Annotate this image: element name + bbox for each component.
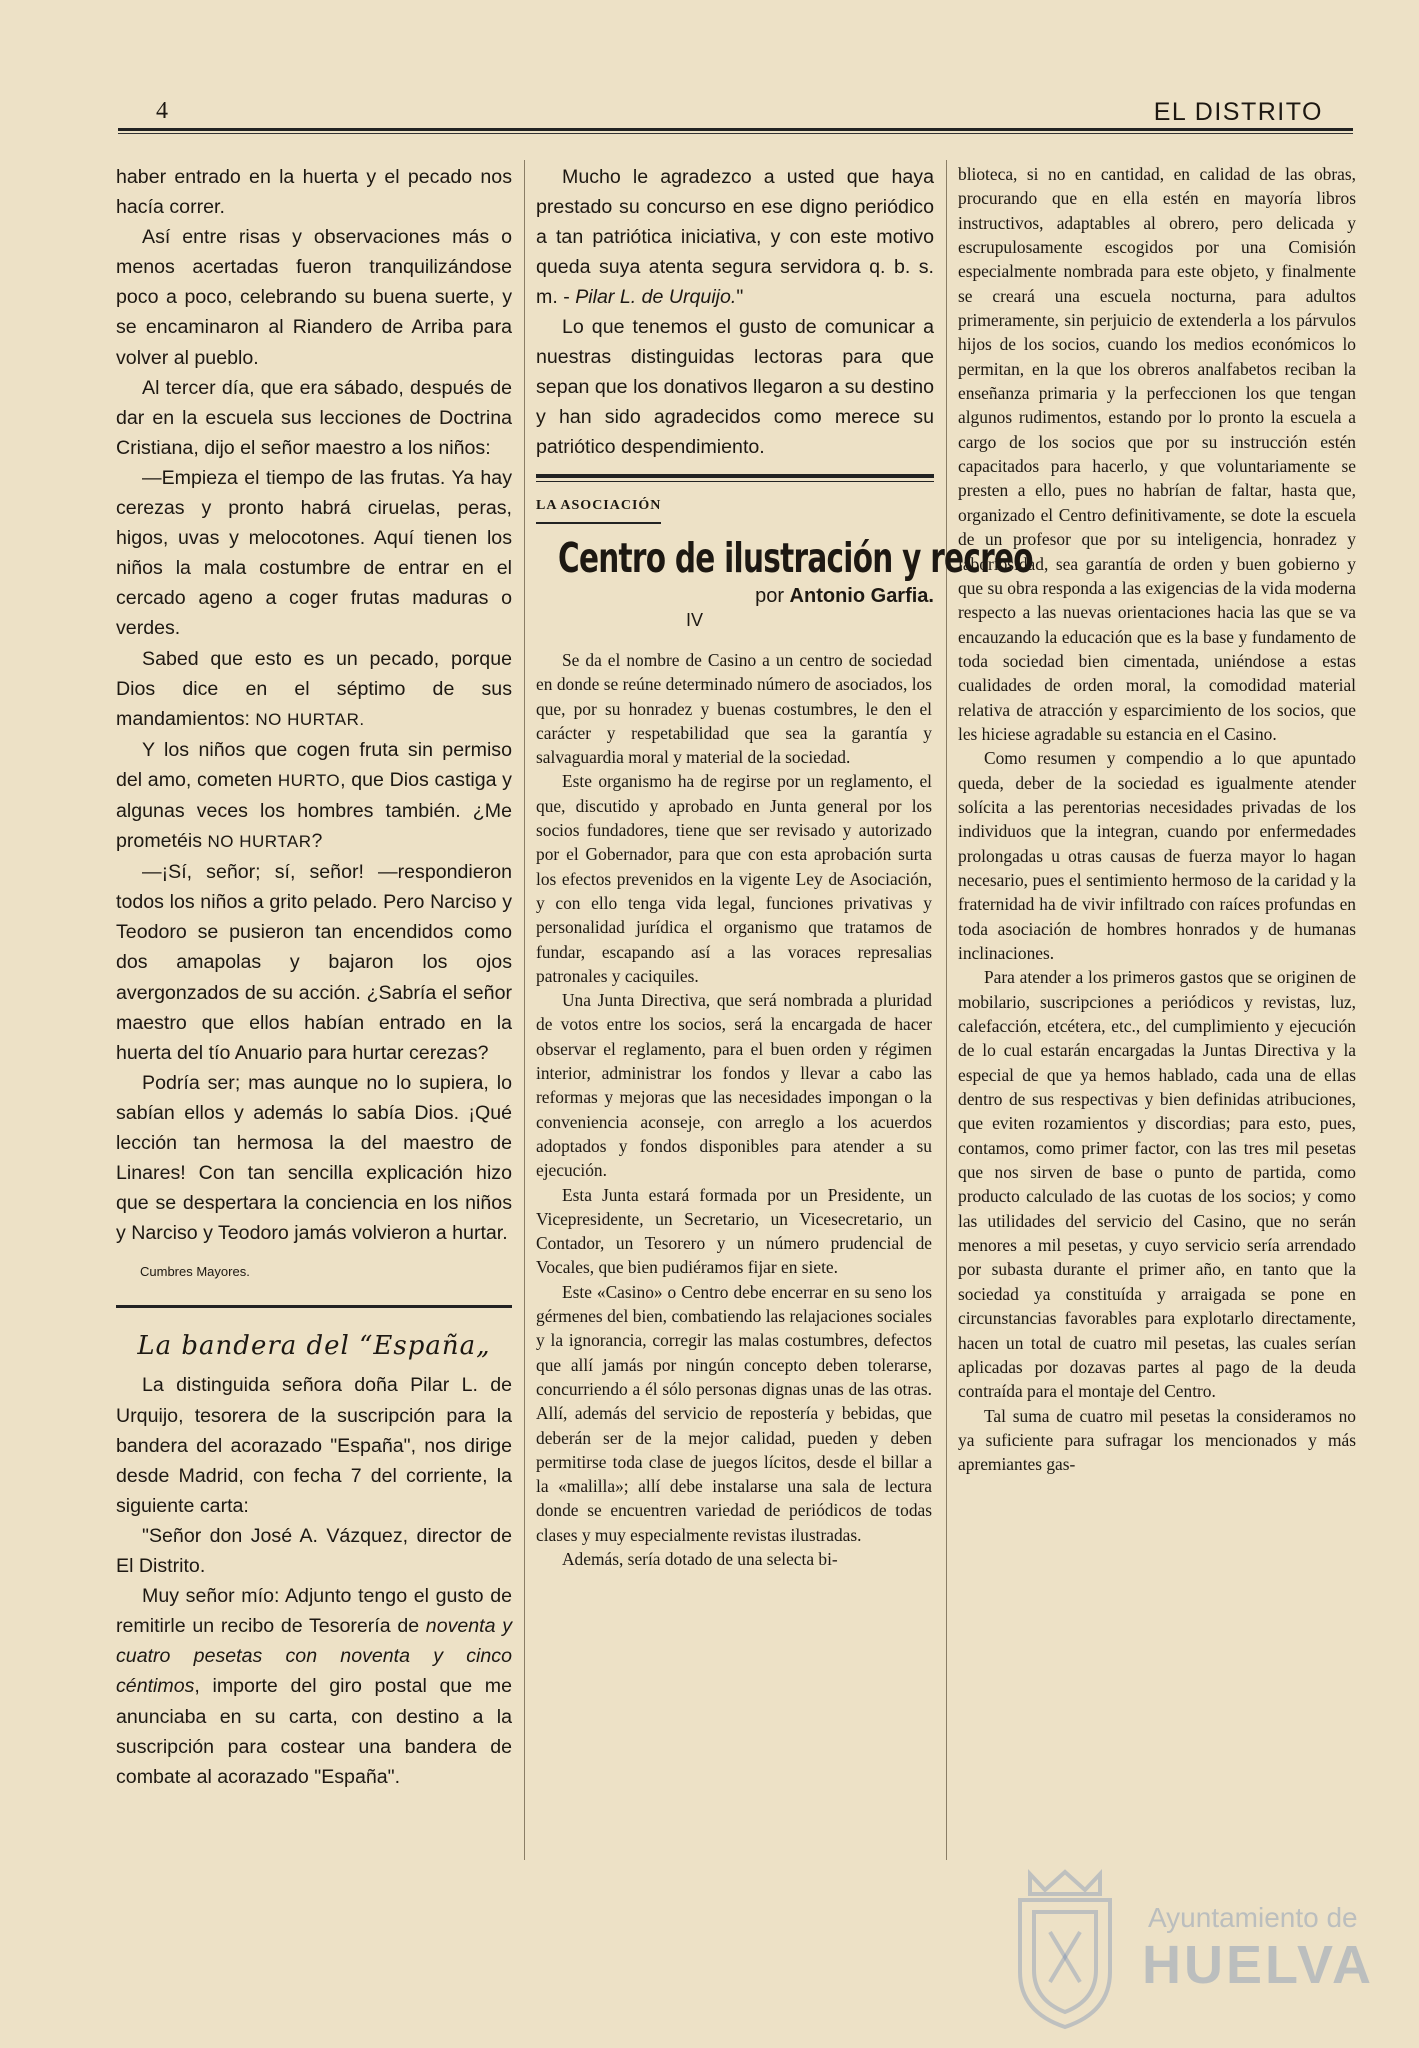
article-title: Centro de ilustración y recreo xyxy=(558,534,1033,582)
watermark-line2: HUELVA xyxy=(1142,1935,1374,1995)
paragraph: Este organismo ha de regirse por un reglamento, el que, discutido y aprobado en Junta general por los socios fundadores, tiene que ser revisado y autorizado por el Gobernador, para que con esta aprobación surta los efectos prevenidos en la vigente Ley de Asociación, y con ello tenga vida legal, funciones privativas y personalidad jurídica el organismo que tratamos de fundar, escapando así a las voraces represalias patronales y caciquiles. xyxy=(536,771,932,986)
section-rule-thin xyxy=(536,481,934,482)
paragraph: —Empieza el tiempo de las frutas. Ya hay cerezas y pronto habrá ciruelas, peras, higos, uvas y melocotones. Aquí tienen los niños la mala costumbre de entrar en el cercado ageno a coger frutas maduras o verdes. xyxy=(116,466,512,640)
column-2-top xyxy=(536,162,1033,644)
watermark-line1: Ayuntamiento de xyxy=(1148,1902,1358,1933)
paragraph: Muy señor mío: Adjunto tengo el gusto de remitirle un recibo de Tesorería de noventa y cuatro pesetas con noventa y cinco céntimos, importe del giro postal que me anunciaba en su carta, con destino a la suscripción para costear una bandera de combate al acorazado "España". xyxy=(116,1585,512,1788)
paragraph: La distinguida señora doña Pilar L. de Urquijo, tesorera de la suscripción para la bandera del acorazado "España", nos dirige desde Madrid, con fecha 7 del corriente, la siguiente carta: xyxy=(116,1374,512,1517)
column-1 xyxy=(116,162,512,1792)
article-credit: Cumbres Mayores. xyxy=(140,1264,250,1280)
paragraph: Para atender a los primeros gastos que se originen de mobilario, suscripciones a periódicos y revistas, luz, calefacción, etcétera, etc., del cumplimiento y ejecución de lo cual estarán encargadas la Juntas Directiva y la especial de que ya hemos hablado, cada una de ellas dentro de sus respectivas y bien definidas atribuciones, que eviten rozamientos y discordias; para esto, pues, contamos, como primer factor, con las tres mil pesetas que nos sirven de base o punto de partida, como producto calculado de las cuotas de los socios; y como las utilidades del servicio del Casino, que no serán menores a mil pesetas, y cuyo servicio sería arrendado por subasta durante el primer año, en tanto que la sociedad ya constituída y arraigada se pone en circunstancias favorables para explotarlo directamente, hacen un total de cuatro mil pesetas, las cuales serían aplicadas por dozavas partes al pago de la deuda contraída para el montaje del Centro. xyxy=(958,967,1356,1402)
paragraph: Además, sería dotado de una selecta bi- xyxy=(562,1548,838,1569)
section-rule xyxy=(116,1305,512,1308)
paragraph: Sabed que esto es un pecado, porque Dios dice en el séptimo de sus mandamientos: NO HURTAR. xyxy=(116,647,512,730)
column-divider xyxy=(946,160,947,1860)
page-header xyxy=(118,98,1353,132)
masthead: EL DISTRITO xyxy=(1153,98,1323,126)
header-rule xyxy=(118,128,1353,131)
paragraph: Tal suma de cuatro mil pesetas la consideramos no ya suficiente para sufragar los mencionados y más apremiantes gas- xyxy=(958,1405,1356,1475)
section-tag: LA ASOCIACIÓN xyxy=(536,491,661,524)
chapter-number: IV xyxy=(686,610,704,630)
archive-watermark xyxy=(1000,1862,1374,2032)
letter-salutation: "Señor don José A. Vázquez, director de El Distrito. xyxy=(116,1524,512,1578)
section-tag-wrap xyxy=(536,488,934,524)
section-rule xyxy=(536,474,934,478)
bandera-title: La bandera del “España„ xyxy=(137,1331,491,1362)
paragraph: Así entre risas y observaciones más o menos acertadas fueron tranquilizándose poco a poco, celebrando su buena suerte, y se encaminaron al Riandero de Arriba para volver al pueblo. xyxy=(116,226,512,369)
page-number: 4 xyxy=(156,98,168,124)
column-3 xyxy=(958,162,1356,1477)
author: Antonio Garfia. xyxy=(789,585,934,607)
paragraph: Esta Junta estará formada por un Presidente, un Vicepresidente, un Secretario, un Vicesecretario, un Contador, un Tesorero y un número prudencial de Vocales, que bien pudiéramos fijar en siete. xyxy=(536,1184,932,1278)
byline: por Antonio Garfia. xyxy=(755,585,934,607)
paragraph: Este «Casino» o Centro debe encerrar en su seno los gérmenes del bien, combatiendo las relajaciones sociales y la ignorancia, corregir las malas costumbres, defectos que allí jamás por ningún concepto deben tolerarse, concurriendo a él sólo personas dignas unas de las otras. Allí, además del servicio de repostería y bebidas, que deberán ser de la mejor calidad, pueden y deben permitirse toda clase de juegos lícitos, desde el billar a la «malilla»; allí debe instalarse una sala de lectura donde se encuentren variedad de periódicos de todas clases y muy especialmente revistas ilustradas. xyxy=(536,1281,932,1545)
paragraph: Y los niños que cogen fruta sin permiso del amo, cometen HURTO, que Dios castiga y algunas veces los hombres también. ¿Me prometéis NO HURTAR? xyxy=(116,738,512,853)
paragraph: Como resumen y compendio a lo que apuntado queda, deber de la sociedad es igualmente atender solícita a las perentorias necesidades privadas de los individuos que la integran, cuando por enfermedades prolongadas u otras causas de fuerza mayor lo hagan necesario, pues el sentimiento hermoso de la caridad y la fraternidad ha de vivir infiltrado con raíces profundas en toda asociación de hombres honrados y de humanas inclinaciones. xyxy=(958,748,1356,963)
paragraph: blioteca, si no en cantidad, en calidad de las obras, procurando que en ella estén en mayoría libros instructivos, adaptables al obrero, pero delicada y escrupulosamente escogidos por una Comisión especialmente nombrada para este objeto, y finalmente se creará una escuela nocturna, para adultos primeramente, sin perjuicio de extenderla a los párvulos hijos de los socios, cuando los medios económicos lo permitan, en la que los obreros analfabetos reciban la enseñanza primaria y la perfeccionen los que tengan algunos rudimentos, estando por lo pronto la escuela a cargo de los socios que por su instrucción estén capacitados para hacerlo, y que voluntariamente se presten a ello, pues no habrían de faltar, hasta que, organizado el Centro definitivamente, se dote la escuela de un profesor que por su inteligencia, honradez y laboriosidad, sea garantía de orden y buen gobierno y que su obra responda a las exigencias de la vida moderna respecto a las nuevas orientaciones hacia las que se va encauzando la educación que es la base y fundamento de toda sociedad bien cimentada, uniéndose a estas cualidades de orden moral, la comodidad material relativa de atracción y esparcimiento de los socios, que les hiciese agradable su estancia en el Casino. xyxy=(958,164,1356,744)
paragraph: Una Junta Directiva, que será nombrada a pluridad de votos entre los socios, será la encargada de hacer observar el reglamento, para el buen orden y régimen interior, administrar los fondos y llevar a cabo las reformas y mejoras que las necesidades impongan o la conveniencia aconseje, con arreglo a los acuerdos adoptados y fondos disponibles para atender a su ejecución. xyxy=(536,990,932,1181)
column-divider xyxy=(524,160,525,1860)
paragraph: Se da el nombre de Casino a un centro de sociedad en donde se reúne determinado número de asociados, los que, por su honradez y buenas costumbres, le den el carácter y respetabilidad que sea la garantía y salvaguardia moral y material de la sociedad. xyxy=(536,650,932,768)
paragraph: —¡Sí, señor; sí, señor! —respondieron todos los niños a grito pelado. Pero Narciso y Teodoro se pusieron tan encendidos como dos amapolas y bajaron los ojos avergonzados de su acción. ¿Sabría el señor maestro que ellos habían entrado en la huerta del tío Anuario para hurtar cerezas? xyxy=(116,861,512,1064)
paragraph: Podría ser; mas aunque no lo supiera, lo sabían ellos y además lo sabía Dios. ¡Qué lección tan hermosa la del maestro de Linares! Con tan sencilla explicación hizo que se despertara la conciencia en los niños y Narciso y Teodoro jamás volvieron a hurtar. xyxy=(116,1071,512,1245)
paragraph: Al tercer día, que era sábado, después de dar en la escuela sus lecciones de Doctrina Cristiana, dijo el señor maestro a los niños: xyxy=(116,376,512,459)
header-rule-thin xyxy=(118,133,1353,134)
coat-of-arms-icon xyxy=(1000,1862,1130,2032)
column-2-body xyxy=(536,648,932,1571)
paragraph: Lo que tenemos el gusto de comunicar a nuestras distinguidas lectoras para que sepan que los donativos llegaron a su destino y han sido agradecidos como merece su patriótico despendimiento. xyxy=(536,316,934,458)
paragraph: haber entrado en la huerta y el pecado nos hacía correr. xyxy=(116,166,512,219)
paragraph: Mucho le agradezco a usted que haya prestado su concurso en ese digno periódico a tan patriótica iniciativa, y con este motivo queda suya atenta segura servidora q. b. s. m. - Pilar L. de Urquijo." xyxy=(536,166,934,308)
